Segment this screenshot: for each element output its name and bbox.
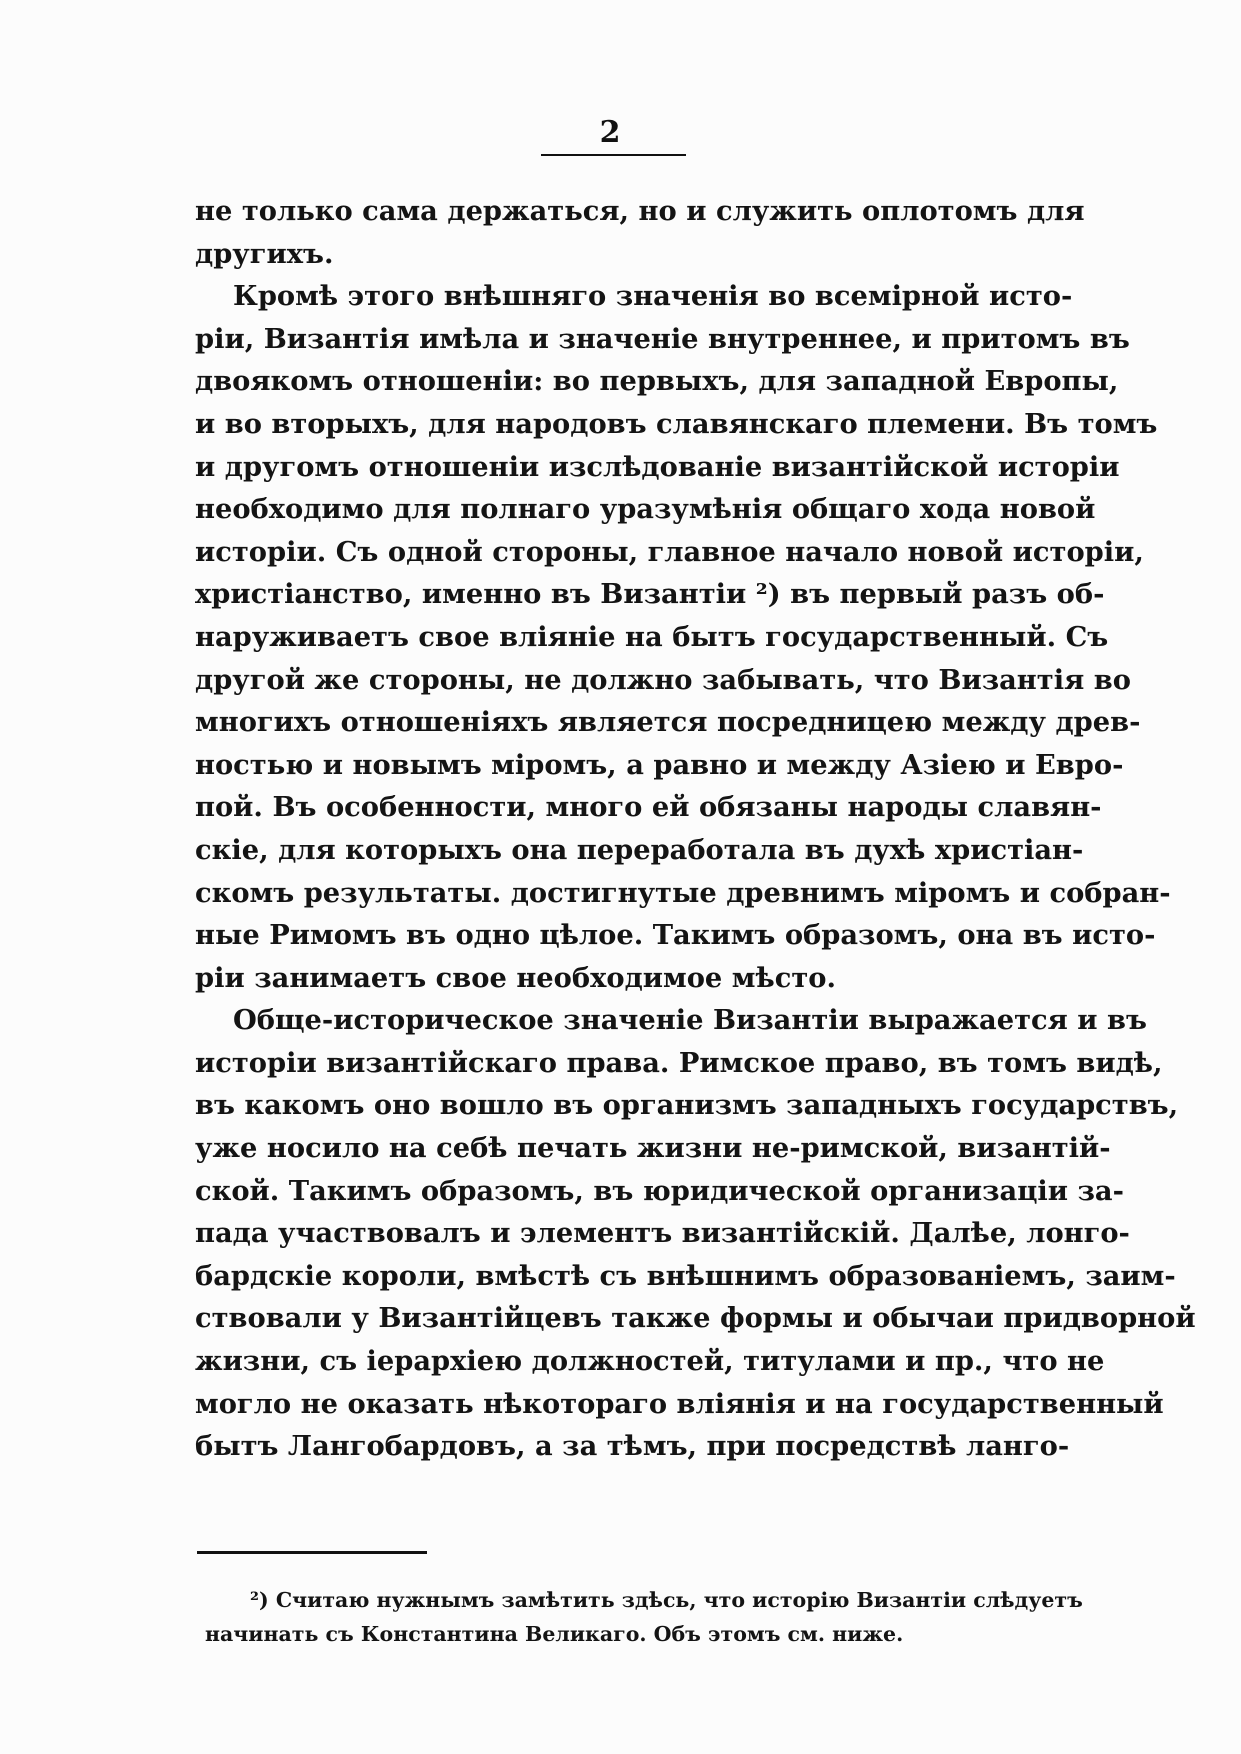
text-line: ностью и новымъ міромъ, а равно и между Азіею и Евро- [195, 748, 1124, 781]
text-line: жизни, съ іерархіею должностей, титулами и пр., что не [195, 1345, 1105, 1378]
footnote [205, 1583, 1083, 1651]
text-line: бытъ Лангобардовъ, а за тѣмъ, при посредствѣ ланго- [195, 1430, 1070, 1463]
text-line: не только сама держаться, но и служить оплотомъ для [195, 195, 1085, 227]
text-line: другихъ. [195, 237, 334, 270]
text-line: исторіи. Съ одной стороны, главное начало новой исторіи, [195, 535, 1144, 568]
text-line: скомъ результаты. достигнутые древнимъ міромъ и собран- [195, 876, 1171, 909]
text-line: Кромѣ этого внѣшняго значенія во всемірной исто- [233, 280, 1073, 313]
text-line: исторіи византійскаго права. Римское право, въ томъ видѣ, [195, 1046, 1163, 1079]
text-line: ской. Такимъ образомъ, въ юридической организаціи за- [195, 1174, 1124, 1207]
footnotes [205, 1583, 1083, 1651]
text-line: и другомъ отношеніи изслѣдованіе византійской исторіи [195, 450, 1120, 483]
text-line: ріи, Византія имѣла и значеніе внутреннее, и притомъ въ [195, 322, 1130, 355]
footnote-line: начинать съ Константина Великаго. Объ этомъ см. ниже. [205, 1622, 904, 1646]
text-line: пой. Въ особенности, много ей обязаны народы славян- [195, 791, 1102, 824]
text-line: скіе, для которыхъ она переработала въ духѣ христіан- [195, 833, 1084, 866]
text-line: ные Римомъ въ одно цѣлое. Такимъ образомъ, она въ исто- [195, 919, 1156, 952]
text-line: въ какомъ оно вошло въ организмъ западныхъ государствъ, [195, 1089, 1179, 1122]
page-number: 2 [599, 115, 621, 150]
footnote-line: ²) Считаю нужнымъ замѣтить здѣсь, что исторію Византіи слѣдуетъ [250, 1588, 1083, 1612]
text-line: другой же стороны, не должно забывать, что Византія во [195, 663, 1131, 696]
text-line: двоякомъ отношеніи: во первыхъ, для западной Европы, [195, 365, 1119, 398]
text-line: ствовали у Византійцевъ также формы и обычаи придворной [195, 1302, 1196, 1335]
text-line: Обще-историческое значеніе Византіи выражается и въ [233, 1004, 1147, 1037]
text-line: уже носило на себѣ печать жизни не-римской, византій- [195, 1132, 1111, 1165]
text-line: бардскіе короли, вмѣстѣ съ внѣшнимъ образованіемъ, заим- [195, 1259, 1176, 1292]
header-rule [541, 154, 686, 156]
text-line: могло не оказать нѣкотораго вліянія и на государственный [195, 1387, 1164, 1420]
text-line: многихъ отношеніяхъ является посредницею между древ- [195, 706, 1141, 739]
footnote-rule [197, 1551, 427, 1554]
paragraph [195, 190, 1085, 275]
main-text [195, 190, 1196, 1468]
paragraph [195, 275, 1171, 999]
text-line: христіанство, именно въ Византіи ²) въ первый разъ об- [195, 578, 1105, 611]
text-line: ріи занимаетъ свое необходимое мѣсто. [195, 961, 836, 994]
paragraph [195, 999, 1196, 1468]
text-line: и во вторыхъ, для народовъ славянскаго племени. Въ томъ [195, 407, 1158, 440]
text-line: наруживаетъ свое вліяніе на бытъ государственный. Съ [195, 620, 1109, 653]
text-line: необходимо для полнаго уразумѣнія общаго хода новой [195, 493, 1096, 526]
text-line: пада участвовалъ и элементъ византійскій. Далѣе, лонго- [195, 1217, 1130, 1250]
